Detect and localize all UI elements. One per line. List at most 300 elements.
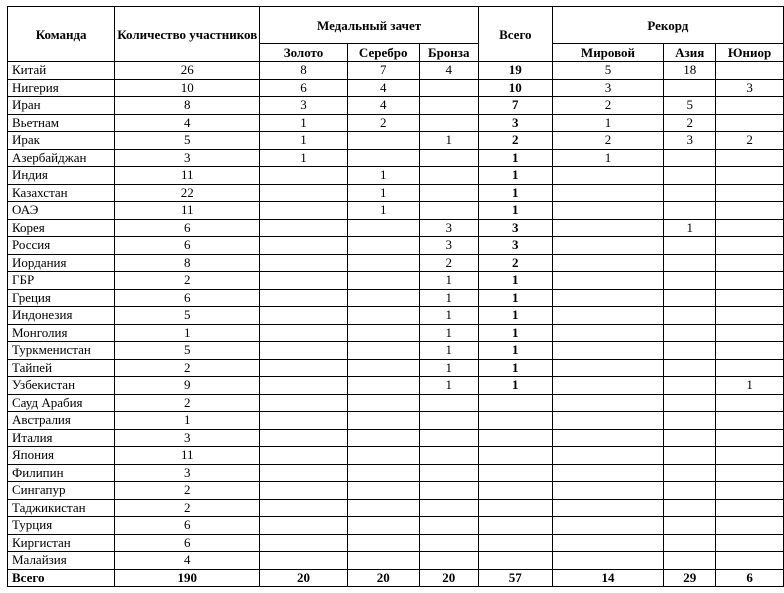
cell-asia [664,342,716,360]
header-medals: Медальный зачет [260,7,479,44]
cell-junior [716,552,784,570]
cell-gold [260,237,347,255]
cell-silver [347,342,419,360]
cell-junior [716,202,784,220]
cell-asia [664,202,716,220]
cell-gold [260,359,347,377]
cell-world [552,447,663,465]
cell-participants: 10 [115,79,260,97]
cell-world: 2 [552,132,663,150]
cell-silver [347,149,419,167]
cell-silver: 7 [347,62,419,80]
cell-junior [716,184,784,202]
cell-silver [347,552,419,570]
table-row [8,517,784,535]
cell-junior: 3 [716,79,784,97]
cell-bronze: 1 [419,324,478,342]
cell-junior [716,342,784,360]
cell-bronze: 1 [419,377,478,395]
cell-team: Нигерия [8,79,115,97]
totals-asia: 29 [664,569,716,587]
cell-silver [347,219,419,237]
cell-participants: 2 [115,482,260,500]
cell-asia [664,482,716,500]
cell-world [552,167,663,185]
cell-bronze [419,499,478,517]
cell-world [552,324,663,342]
cell-gold [260,534,347,552]
cell-junior [716,167,784,185]
cell-total: 1 [478,149,552,167]
cell-total: 3 [478,219,552,237]
table-row [8,377,784,395]
cell-gold: 1 [260,114,347,132]
cell-world [552,307,663,325]
cell-participants: 9 [115,377,260,395]
cell-asia [664,254,716,272]
cell-asia [664,499,716,517]
cell-bronze: 2 [419,254,478,272]
cell-bronze: 1 [419,359,478,377]
cell-asia [664,517,716,535]
cell-team: Корея [8,219,115,237]
cell-asia [664,307,716,325]
cell-total [478,499,552,517]
table-row [8,79,784,97]
cell-asia [664,167,716,185]
cell-total [478,534,552,552]
cell-junior [716,482,784,500]
cell-silver [347,254,419,272]
cell-junior [716,97,784,115]
cell-total: 1 [478,184,552,202]
cell-participants: 2 [115,359,260,377]
cell-participants: 3 [115,429,260,447]
cell-gold: 6 [260,79,347,97]
cell-asia [664,359,716,377]
cell-team: Казахстан [8,184,115,202]
cell-world [552,482,663,500]
cell-world [552,254,663,272]
cell-gold: 3 [260,97,347,115]
cell-world [552,202,663,220]
cell-world [552,184,663,202]
cell-gold [260,202,347,220]
cell-silver [347,447,419,465]
cell-silver: 1 [347,184,419,202]
cell-team: Филипин [8,464,115,482]
cell-participants: 2 [115,272,260,290]
cell-junior [716,429,784,447]
cell-participants: 5 [115,342,260,360]
cell-total [478,412,552,430]
cell-asia: 1 [664,219,716,237]
cell-total: 1 [478,167,552,185]
table-row [8,429,784,447]
cell-team: Италия [8,429,115,447]
cell-world [552,517,663,535]
cell-world: 3 [552,79,663,97]
cell-world [552,342,663,360]
totals-gold: 20 [260,569,347,587]
cell-junior: 2 [716,132,784,150]
cell-bronze [419,412,478,430]
cell-participants: 8 [115,97,260,115]
cell-silver [347,429,419,447]
cell-silver [347,324,419,342]
cell-team: Туркменистан [8,342,115,360]
header-team: Команда [8,7,115,62]
table-row [8,62,784,80]
cell-silver [347,132,419,150]
table-row [8,412,784,430]
cell-bronze [419,394,478,412]
table-row [8,324,784,342]
cell-total: 2 [478,132,552,150]
cell-total: 1 [478,377,552,395]
cell-participants: 2 [115,394,260,412]
table-row [8,254,784,272]
cell-world [552,429,663,447]
cell-bronze: 1 [419,132,478,150]
cell-asia [664,534,716,552]
cell-team: Китай [8,62,115,80]
table-row [8,307,784,325]
cell-asia [664,149,716,167]
cell-silver: 1 [347,167,419,185]
totals-junior: 6 [716,569,784,587]
cell-world [552,219,663,237]
cell-team: Тайпей [8,359,115,377]
header-total: Всего [478,7,552,62]
cell-gold [260,429,347,447]
cell-gold [260,377,347,395]
cell-team: Таджикистан [8,499,115,517]
cell-team: Греция [8,289,115,307]
totals-label: Всего [8,569,115,587]
cell-gold [260,272,347,290]
cell-bronze [419,202,478,220]
cell-team: ОАЭ [8,202,115,220]
cell-bronze: 1 [419,342,478,360]
cell-bronze [419,464,478,482]
cell-junior [716,499,784,517]
cell-gold [260,464,347,482]
cell-bronze: 3 [419,237,478,255]
cell-participants: 6 [115,219,260,237]
cell-silver [347,412,419,430]
cell-participants: 22 [115,184,260,202]
cell-junior [716,517,784,535]
cell-team: Индонезия [8,307,115,325]
cell-world: 1 [552,149,663,167]
cell-team: Азербайджан [8,149,115,167]
cell-gold [260,517,347,535]
cell-gold [260,499,347,517]
cell-gold: 1 [260,132,347,150]
cell-junior [716,272,784,290]
cell-world [552,237,663,255]
table-body [8,62,784,570]
cell-participants: 6 [115,517,260,535]
cell-silver [347,237,419,255]
cell-gold [260,394,347,412]
header-record: Рекорд [552,7,783,44]
cell-world [552,499,663,517]
cell-total: 3 [478,237,552,255]
cell-junior [716,62,784,80]
table-row [8,289,784,307]
cell-junior [716,114,784,132]
cell-world [552,359,663,377]
cell-bronze [419,482,478,500]
cell-participants: 6 [115,237,260,255]
cell-total [478,464,552,482]
table-row [8,499,784,517]
cell-gold: 1 [260,149,347,167]
cell-participants: 11 [115,202,260,220]
cell-team: ГБР [8,272,115,290]
cell-asia [664,412,716,430]
cell-asia [664,429,716,447]
cell-bronze [419,79,478,97]
table-row [8,114,784,132]
cell-gold [260,184,347,202]
cell-participants: 11 [115,447,260,465]
cell-team: Киргистан [8,534,115,552]
cell-gold [260,167,347,185]
cell-bronze [419,167,478,185]
cell-silver: 2 [347,114,419,132]
cell-junior [716,324,784,342]
header-silver: Серебро [347,44,419,62]
cell-participants: 3 [115,464,260,482]
cell-team: Вьетнам [8,114,115,132]
cell-junior: 1 [716,377,784,395]
cell-junior [716,534,784,552]
header-gold: Золото [260,44,347,62]
cell-asia [664,447,716,465]
cell-world [552,412,663,430]
cell-participants: 1 [115,412,260,430]
cell-silver: 4 [347,97,419,115]
cell-bronze: 4 [419,62,478,80]
cell-gold [260,254,347,272]
cell-asia [664,79,716,97]
cell-junior [716,307,784,325]
cell-bronze [419,534,478,552]
totals-participants: 190 [115,569,260,587]
cell-junior [716,359,784,377]
cell-total: 1 [478,359,552,377]
cell-asia [664,394,716,412]
cell-world [552,394,663,412]
cell-junior [716,447,784,465]
cell-team: Сауд Арабия [8,394,115,412]
cell-bronze [419,114,478,132]
cell-team: Узбекистан [8,377,115,395]
header-junior: Юниор [716,44,784,62]
cell-junior [716,289,784,307]
cell-gold [260,307,347,325]
table-row [8,447,784,465]
cell-participants: 5 [115,132,260,150]
cell-team: Ирак [8,132,115,150]
cell-silver [347,482,419,500]
cell-bronze [419,517,478,535]
cell-total: 19 [478,62,552,80]
header-participants: Количество участников [115,7,260,62]
cell-team: Монголия [8,324,115,342]
cell-participants: 6 [115,289,260,307]
cell-world [552,289,663,307]
cell-asia: 18 [664,62,716,80]
cell-bronze [419,97,478,115]
cell-world [552,464,663,482]
cell-total: 2 [478,254,552,272]
header-asia: Азия [664,44,716,62]
cell-asia [664,552,716,570]
cell-bronze [419,149,478,167]
cell-gold [260,289,347,307]
table-row [8,237,784,255]
table-row [8,167,784,185]
cell-junior [716,254,784,272]
cell-participants: 4 [115,552,260,570]
cell-team: Иордания [8,254,115,272]
cell-junior [716,219,784,237]
cell-total: 3 [478,114,552,132]
cell-team: Сингапур [8,482,115,500]
cell-world [552,552,663,570]
cell-gold: 8 [260,62,347,80]
table-row [8,219,784,237]
cell-team: Иран [8,97,115,115]
cell-participants: 11 [115,167,260,185]
table-row [8,149,784,167]
table-row [8,552,784,570]
cell-gold [260,552,347,570]
cell-gold [260,482,347,500]
cell-silver [347,289,419,307]
cell-world: 1 [552,114,663,132]
cell-total: 7 [478,97,552,115]
cell-participants: 3 [115,149,260,167]
cell-asia: 3 [664,132,716,150]
cell-junior [716,412,784,430]
cell-gold [260,412,347,430]
table-row [8,534,784,552]
cell-participants: 6 [115,534,260,552]
totals-silver: 20 [347,569,419,587]
cell-team: Япония [8,447,115,465]
cell-world [552,534,663,552]
cell-bronze [419,184,478,202]
cell-bronze: 1 [419,307,478,325]
cell-silver [347,517,419,535]
header-bronze: Бронза [419,44,478,62]
cell-team: Малайзия [8,552,115,570]
cell-asia [664,184,716,202]
cell-total [478,447,552,465]
table-row [8,132,784,150]
cell-silver [347,359,419,377]
totals-row [8,569,784,587]
cell-bronze: 1 [419,289,478,307]
cell-gold [260,219,347,237]
cell-participants: 2 [115,499,260,517]
totals-world: 14 [552,569,663,587]
cell-asia [664,377,716,395]
medal-table [7,6,784,587]
cell-gold [260,447,347,465]
cell-total [478,552,552,570]
table-row [8,394,784,412]
cell-world [552,272,663,290]
cell-world: 2 [552,97,663,115]
cell-silver [347,394,419,412]
cell-asia: 2 [664,114,716,132]
cell-asia [664,237,716,255]
cell-asia: 5 [664,97,716,115]
cell-silver [347,377,419,395]
cell-gold [260,324,347,342]
cell-participants: 5 [115,307,260,325]
cell-total [478,394,552,412]
table-row [8,202,784,220]
cell-participants: 1 [115,324,260,342]
cell-total: 1 [478,272,552,290]
cell-silver: 1 [347,202,419,220]
cell-bronze [419,552,478,570]
cell-total: 1 [478,289,552,307]
cell-total: 1 [478,342,552,360]
cell-participants: 26 [115,62,260,80]
cell-bronze [419,447,478,465]
cell-junior [716,149,784,167]
cell-team: Индия [8,167,115,185]
cell-bronze [419,429,478,447]
cell-silver [347,307,419,325]
table-row [8,482,784,500]
cell-total [478,429,552,447]
cell-total [478,482,552,500]
cell-junior [716,464,784,482]
table-row [8,359,784,377]
cell-team: Турция [8,517,115,535]
cell-junior [716,394,784,412]
cell-asia [664,289,716,307]
cell-gold [260,342,347,360]
header-world: Мировой [552,44,663,62]
totals-total: 57 [478,569,552,587]
cell-silver [347,464,419,482]
cell-total: 1 [478,324,552,342]
cell-team: Австралия [8,412,115,430]
cell-world: 5 [552,62,663,80]
cell-bronze: 3 [419,219,478,237]
cell-silver: 4 [347,79,419,97]
cell-bronze: 1 [419,272,478,290]
cell-participants: 8 [115,254,260,272]
table-row [8,184,784,202]
cell-silver [347,499,419,517]
cell-total: 1 [478,202,552,220]
cell-total [478,517,552,535]
cell-total: 10 [478,79,552,97]
cell-world [552,377,663,395]
cell-participants: 4 [115,114,260,132]
